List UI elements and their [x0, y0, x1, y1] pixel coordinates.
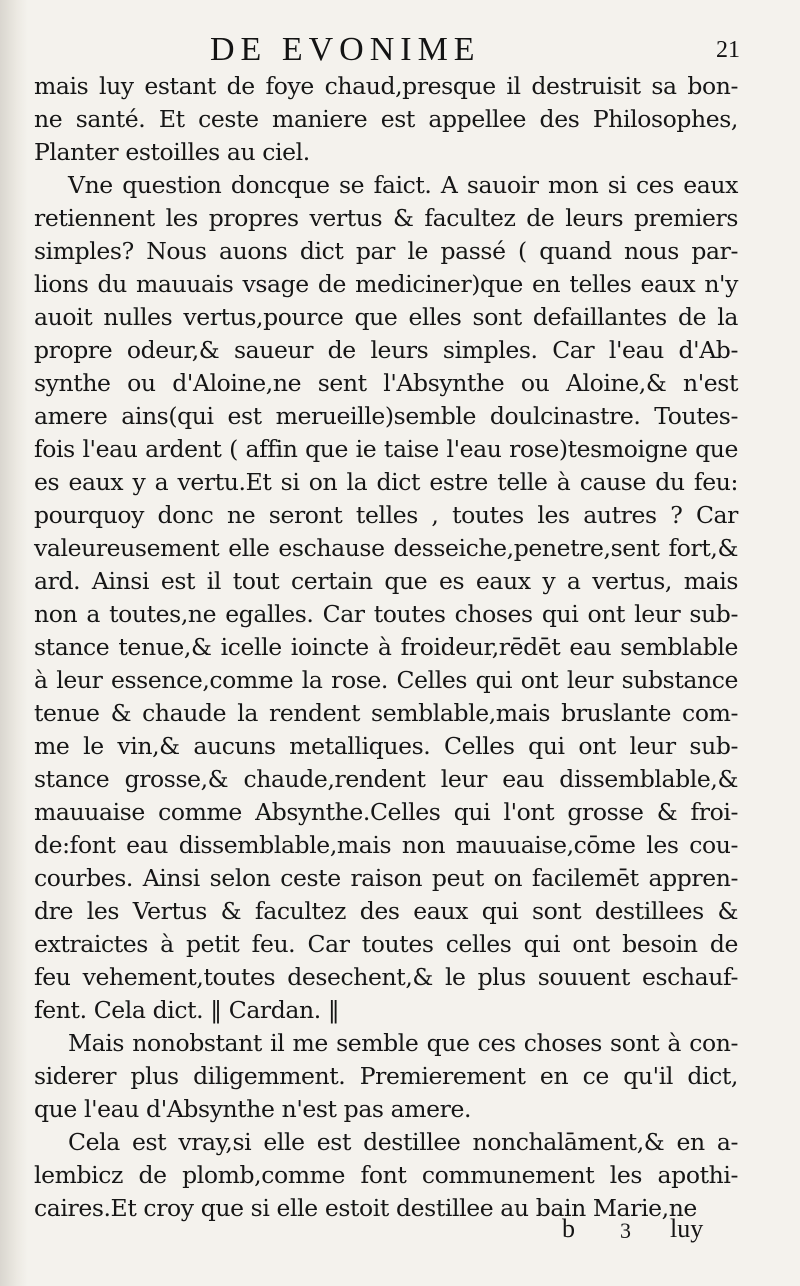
paragraph — [34, 169, 738, 1027]
signature-number: 3 — [620, 1218, 631, 1243]
text-line: lembicz de plomb,comme font communement les apothi- — [34, 1161, 738, 1189]
page-number: 21 — [716, 37, 740, 63]
text-line: Cela est vray,si elle est destillee nonchalāment,& en a- — [68, 1128, 738, 1156]
text-line: synthe ou d'Aloine,ne sent l'Absynthe ou Aloine,& n'est — [34, 369, 738, 397]
text-line: Mais nonobstant il me semble que ces choses sont à con- — [68, 1029, 738, 1057]
text-line: dre les Vertus & facultez des eaux qui sont destillees & — [34, 897, 738, 925]
text-line: auoit nulles vertus,pource que elles sont defaillantes de la — [34, 303, 738, 331]
body-text — [34, 70, 738, 1225]
text-line: valeureusement elle eschause desseiche,penetre,sent fort,& — [34, 534, 738, 562]
text-line: à leur essence,comme la rose. Celles qui ont leur substance — [34, 666, 738, 694]
page-gutter-shadow — [0, 0, 28, 1286]
signature-mark: b — [562, 1214, 575, 1243]
paragraph — [34, 1027, 738, 1126]
text-line: lions du mauuais vsage de mediciner)que en telles eaux n'y — [34, 270, 738, 298]
text-line: caires.Et croy que si elle estoit destillee au bain Marie,ne — [34, 1194, 697, 1222]
text-line: me le vin,& aucuns metalliques. Celles qui ont leur sub- — [34, 732, 738, 760]
text-line: tenue & chaude la rendent semblable,mais bruslante com- — [34, 699, 738, 727]
text-line: retiennent les propres vertus & facultez de leurs premiers — [34, 204, 738, 232]
text-line: pourquoy donc ne seront telles , toutes les autres ? Car — [34, 501, 738, 529]
text-line: amere ains(qui est merueille)semble doulcinastre. Toutes- — [34, 402, 738, 430]
page-header — [0, 26, 800, 76]
text-line: es eaux y a vertu.Et si on la dict estre telle à cause du feu: — [34, 468, 738, 496]
text-line: propre odeur,& saueur de leurs simples. Car l'eau d'Ab- — [34, 336, 738, 364]
text-line: mauuaise comme Absynthe.Celles qui l'ont grosse & froi- — [34, 798, 738, 826]
text-line: siderer plus diligemment. Premierement en ce qu'il dict, — [34, 1062, 738, 1090]
catchword: luy — [670, 1214, 704, 1243]
text-line: stance tenue,& icelle ioincte à froideur,rēdēt eau semblable — [34, 633, 738, 661]
text-line: non a toutes,ne egalles. Car toutes choses qui ont leur sub- — [34, 600, 738, 628]
paragraph — [34, 70, 738, 169]
text-line: Planter estoilles au ciel. — [34, 138, 310, 166]
text-line: que l'eau d'Absynthe n'est pas amere. — [34, 1095, 472, 1123]
text-line: fent. Cela dict. ‖ Cardan. ‖ — [34, 996, 340, 1024]
text-line: ne santé. Et ceste maniere est appellee des Philosophes, — [34, 105, 738, 133]
text-line: stance grosse,& chaude,rendent leur eau dissemblable,& — [34, 765, 738, 793]
text-line: ard. Ainsi est il tout certain que es eaux y a vertus, mais — [34, 567, 738, 595]
text-line: fois l'eau ardent ( affin que ie taise l'eau rose)tesmoigne que — [34, 435, 738, 463]
text-line: mais luy estant de foye chaud,presque il destruisit sa bon- — [34, 72, 738, 100]
paragraph — [34, 1126, 738, 1225]
text-line: extraictes à petit feu. Car toutes celles qui ont besoin de — [34, 930, 738, 958]
text-line: courbes. Ainsi selon ceste raison peut on facilemēt appren- — [34, 864, 738, 892]
text-line: feu vehement,toutes desechent,& le plus souuent eschauf- — [34, 963, 738, 991]
running-head: DE EVONIME — [210, 31, 481, 68]
text-line: simples? Nous auons dict par le passé ( quand nous par- — [34, 237, 738, 265]
text-line: de:font eau dissemblable,mais non mauuaise,cōme les cou- — [34, 831, 738, 859]
text-line: Vne question doncque se faict. A sauoir mon si ces eaux — [68, 171, 738, 199]
page-footer — [0, 1212, 800, 1252]
